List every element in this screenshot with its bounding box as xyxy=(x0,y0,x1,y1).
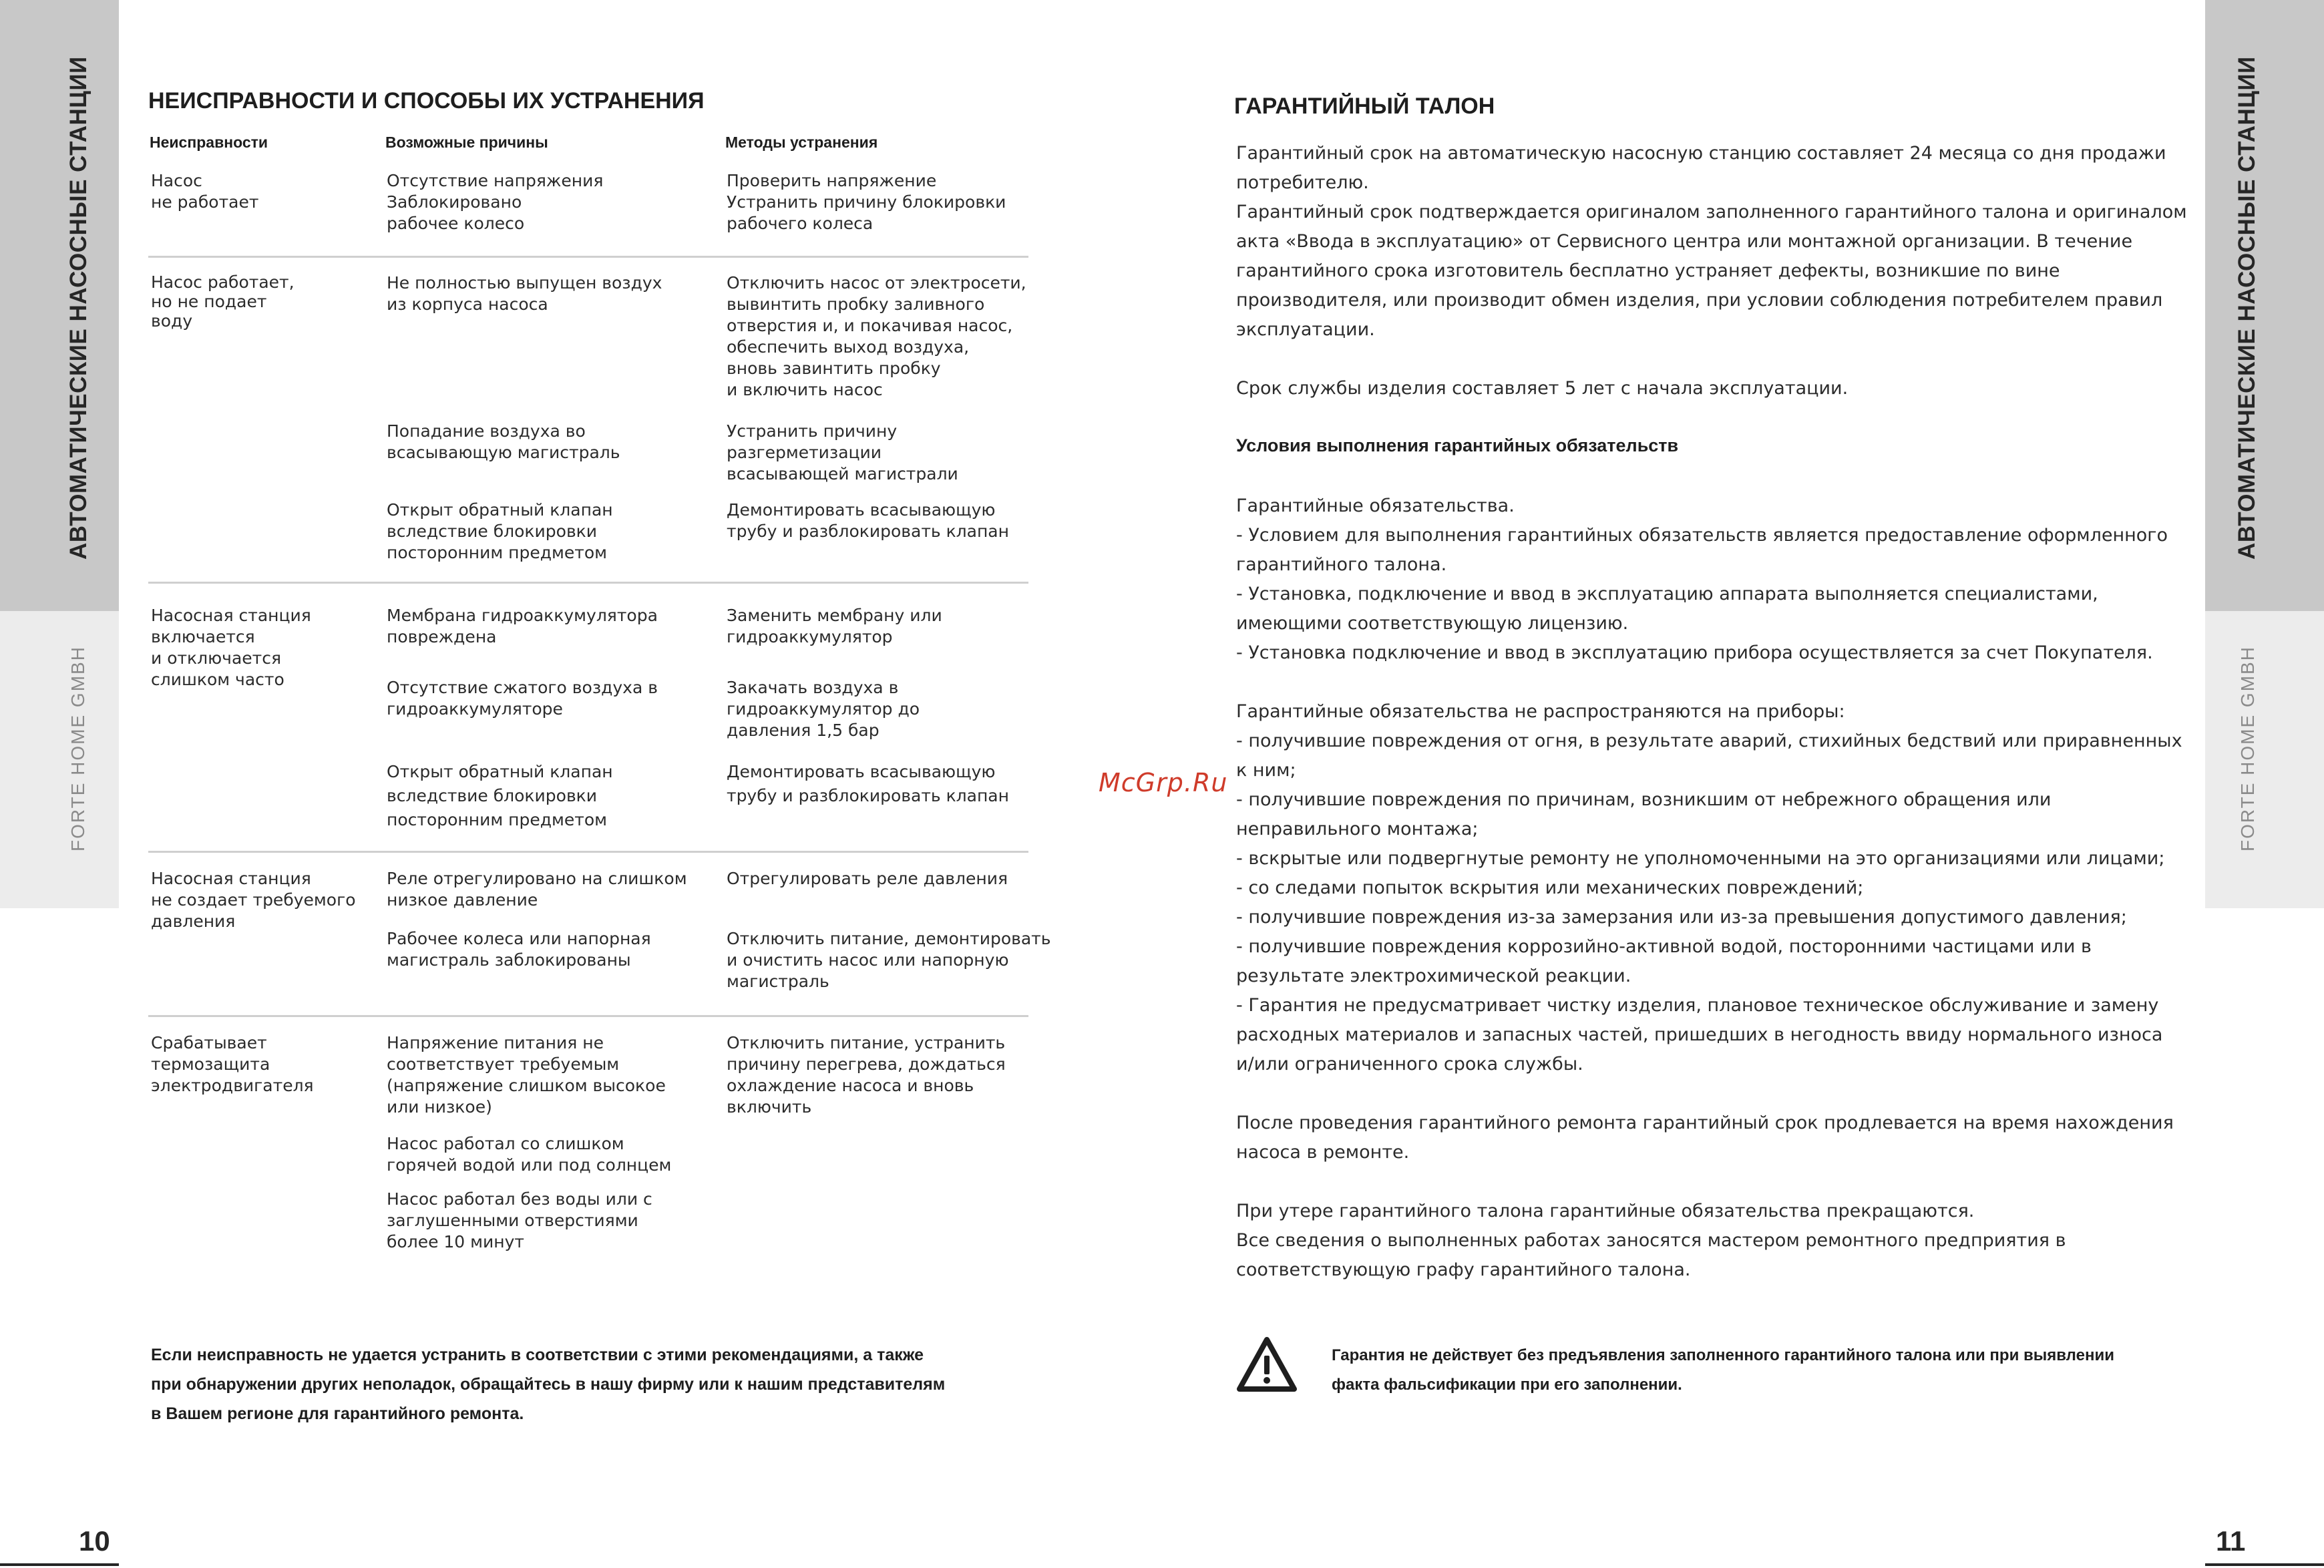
fix-cell: Отключить питание, демонтировать и очистить насос или напорную магистраль xyxy=(727,929,1051,991)
cause-cell: Попадание воздуха во всасывающую магистраль xyxy=(387,421,620,462)
right-sidebar-title: АВТОМАТИЧЕСКИЕ НАСОСНЫЕ СТАНЦИИ xyxy=(2234,56,2260,560)
fix-cell: Отключить питание, устранить причину перегрева, дождаться охлаждение насоса и вновь включить xyxy=(727,1033,1006,1117)
fix-cell: Демонтировать всасывающую трубу и разблокировать клапан xyxy=(727,500,1009,541)
right-page-number: 11 xyxy=(2216,1525,2246,1557)
left-page-title: НЕИСПРАВНОСТИ И СПОСОБЫ ИХ УСТРАНЕНИЯ xyxy=(148,88,705,114)
cause-cell: Насос работал со слишком горячей водой или под солнцем xyxy=(387,1134,672,1175)
fix-cell: Устранить причину разгерметизации всасывающей магистрали xyxy=(727,421,958,483)
cause-cell: Насос работал без воды или с заглушенными отверстиями более 10 минут xyxy=(387,1189,652,1251)
right-sidebar-title-band xyxy=(2205,0,2324,611)
cause-cell: Отсутствие сжатого воздуха в гидроаккумуляторе xyxy=(387,678,658,719)
fault-cell: Срабатывает термозащита электродвигателя xyxy=(151,1033,314,1095)
fault-cell: Насосная станция включается и отключается слишком часто xyxy=(151,606,311,689)
left-sidebar-brand-band xyxy=(0,611,119,908)
cause-cell: Отсутствие напряжения Заблокировано рабочее колесо xyxy=(387,171,604,233)
cause-cell: Открыт обратный клапан вследствие блокировки посторонним предметом xyxy=(387,500,613,562)
left-sidebar-title-band xyxy=(0,0,119,611)
fault-cell: Насосная станция не создает требуемого давления xyxy=(151,869,356,931)
column-header-faults: Неисправности xyxy=(150,134,268,151)
fix-cell: Проверить напряжение Устранить причину блокировки рабочего колеса xyxy=(727,171,1006,233)
warning-note: Гарантия не действует без предъявления заполненного гарантийного талона или при выявлении факта фальсификации при его заполнении. xyxy=(1332,1346,2114,1394)
group-divider xyxy=(148,256,1028,258)
fix-cell: Закачать воздуха в гидроаккумулятор до давления 1,5 бар xyxy=(727,678,920,740)
cause-cell: Открыт обратный клапан вследствие блокировки посторонним предметом xyxy=(387,762,613,829)
right-sidebar-brand-band xyxy=(2205,611,2324,908)
obligations-list: Гарантийные обязательства. - Условием для выполнения гарантийных обязательств является предоставление оформленного гарантийного талона. - Установка, подключение и ввод в эксплуатацию аппарата выполняется специалистами, имеющими соответствующую лицензию. - Установка подключение и ввод в эксплуатацию прибора осуществляется за счет Покупателя. xyxy=(1236,496,2168,663)
service-life: Срок службы изделия составляет 5 лет с начала эксплуатации. xyxy=(1236,378,1849,399)
right-page-number-rule xyxy=(2205,1563,2324,1566)
left-page-number: 10 xyxy=(79,1525,110,1557)
left-page-number-rule xyxy=(0,1563,119,1566)
fix-cell: Демонтировать всасывающую трубу и разблокировать клапан xyxy=(727,762,1009,805)
cause-cell: Рабочее колеса или напорная магистраль заблокированы xyxy=(387,929,651,970)
left-sidebar-title: АВТОМАТИЧЕСКИЕ НАСОСНЫЕ СТАНЦИИ xyxy=(65,56,91,560)
warning-triangle-icon xyxy=(1235,1336,1298,1393)
left-footer-note: Если неисправность не удается устранить в соответствии с этими рекомендациями, а также при обнаружении других неполадок, обращайтесь в нашу фирму или к нашим представителям в Вашем регионе для гарантийного ремонта. xyxy=(151,1346,946,1423)
right-page-title: ГАРАНТИЙНЫЙ ТАЛОН xyxy=(1234,93,1495,119)
column-header-causes: Возможные причины xyxy=(385,134,548,151)
group-divider xyxy=(148,851,1028,853)
cause-cell: Мембрана гидроаккумулятора повреждена xyxy=(387,606,658,646)
cause-cell: Не полностью выпущен воздух из корпуса насоса xyxy=(387,273,662,314)
cause-cell: Напряжение питания не соответствует требуемым (напряжение слишком высокое или низкое) xyxy=(387,1033,666,1117)
fix-cell: Заменить мембрану или гидроаккумулятор xyxy=(727,606,942,646)
after-repair-note: После проведения гарантийного ремонта гарантийный срок продлевается на время нахождения насоса в ремонте. xyxy=(1236,1113,2174,1163)
exclusions-list: Гарантийные обязательства не распространяются на приборы: - получившие повреждения от огня, в результате аварий, стихийных бедствий или приравненных к ним; - получившие повреждения по причинам, возникшим от небрежного обращения или неправильного монтажа; - вскрытые или подвергнутые ремонту не уполномоченными на это организациями или лицами; - со следами попыток вскрытия или механических повреждений; - получившие повреждения из-за замерзания или из-за превышения допустимого давления; - получившие повреждения коррозийно-активной водой, посторонними частицами или в результате электрохимической реакции. - Гарантия не предусматривает чистку изделия, плановое техническое обслуживание и замену расходных материалов и запасных частей, пришедших в негодность ввиду нормального износа и/или ограниченного срока службы. xyxy=(1236,701,2182,1074)
right-sidebar-brand: FORTE HOME GMBH xyxy=(2237,646,2258,851)
column-header-fixes: Методы устранения xyxy=(725,134,878,151)
conditions-heading: Условия выполнения гарантийных обязательств xyxy=(1236,435,1679,455)
cause-cell: Реле отрегулировано на слишком низкое давление xyxy=(387,869,687,910)
group-divider xyxy=(148,582,1028,584)
watermark: McGrp.Ru xyxy=(1099,768,1228,797)
left-sidebar-brand: FORTE HOME GMBH xyxy=(67,646,88,851)
fault-cell: Насос не работает xyxy=(151,171,259,212)
fault-cell: Насос работает, но не подает воду xyxy=(151,272,295,331)
fix-cell: Отрегулировать реле давления xyxy=(727,869,1008,888)
warranty-intro: Гарантийный срок на автоматическую насосную станцию составляет 24 месяца со дня продажи потребителю. Гарантийный срок подтверждается оригиналом заполненного гарантийного талона и оригиналом акта «Ввода в эксплуатацию» от Сервисного центра или монтажной организации. В течение гарантийного срока изготовитель бесплатно устраняет дефекты, возникшие по вине производителя, или производит обмен изделия, при условии соблюдения потребителем правил эксплуатации. xyxy=(1236,143,2187,340)
loss-note: При утере гарантийного талона гарантийные обязательства прекращаются. Все сведения о выполненных работах заносятся мастером ремонтного предприятия в соответствующую графу гарантийного талона. xyxy=(1236,1201,2066,1280)
group-divider xyxy=(148,1015,1028,1017)
fix-cell: Отключить насос от электросети, вывинтить пробку заливного отверстия и, и покачивая насос, обеспечить выход воздуха, вновь завинтить пробку и включить насос xyxy=(727,273,1026,399)
